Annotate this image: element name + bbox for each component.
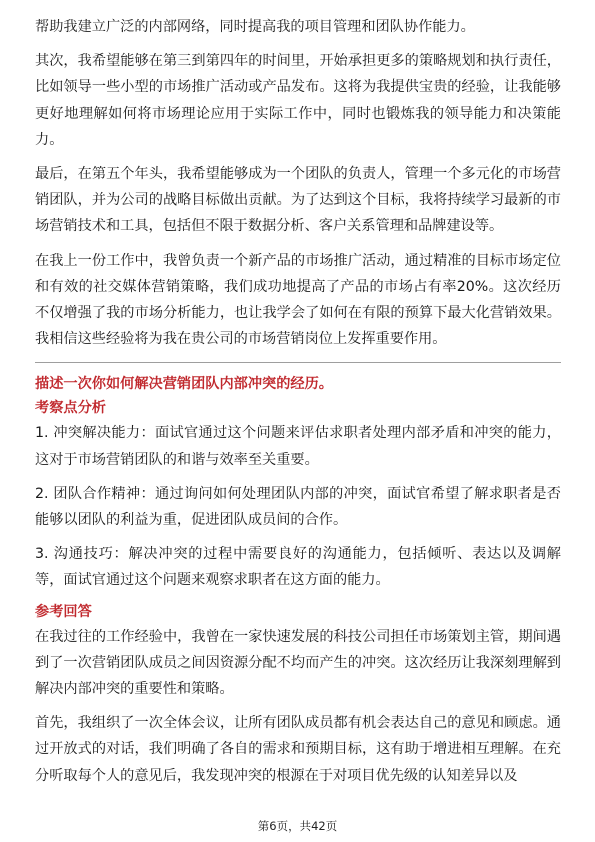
answer-title: 参考回答 — [35, 603, 92, 620]
intro-paragraph: 帮助我建立广泛的内部网络，同时提高我的项目管理和团队协作能力。 — [35, 19, 475, 35]
analysis-title: 考察点分析 — [35, 400, 106, 417]
intro-paragraph: 其次，我希望能够在第三到第四年的时间里，开始承担更多的策略规划和执行责任，比如领导一些小型的市场推广活动或产品发布。这将为我提供宝贵的经验，让我能够更好地理解如何将市场理论应用于实际工作中，同时也锻炼我的领导能力和决策能力。 — [35, 53, 561, 148]
page-number: 第6页，共42页 — [257, 819, 338, 833]
analysis-item: 2. 团队合作精神：通过询问如何处理团队内部的冲突，面试官希望了解求职者是否能够以团队的利益为重，促进团队成员间的合作。 — [35, 485, 561, 529]
answer-paragraph: 首先，我组织了一次全体会议，让所有团队成员都有机会表达自己的意见和顾虑。通过开放式的对话，我们明确了各自的需求和预期目标，这有助于增进相互理解。在充分听取每个人的意见后，我发现冲突的根源在于对项目优先级的认知差异以及 — [35, 715, 561, 784]
page-content — [35, 14, 561, 789]
intro-paragraph: 在我上一份工作中，我曾负责一个新产品的市场推广活动，通过精准的目标市场定位和有效的社交媒体营销策略，我们成功地提高了产品的市场占有率20%。这次经历不仅增强了我的市场分析能力，也让我学会了如何在有限的预算下最大化营销效果。我相信这些经验将为我在贵公司的市场营销岗位上发挥重要作用。 — [35, 252, 561, 348]
interview-question: 描述一次你如何解决营销团队内部冲突的经历。 — [35, 376, 333, 393]
analysis-item: 3. 沟通技巧：解决冲突的过程中需要良好的沟通能力，包括倾听、表达以及调解等，面试官通过这个问题来观察求职者在这方面的能力。 — [35, 546, 561, 589]
intro-paragraph: 最后，在第五个年头，我希望能够成为一个团队的负责人，管理一个多元化的市场营销团队，并为公司的战略目标做出贡献。为了达到这个目标，我将持续学习最新的市场营销技术和工具，包括但不限于数据分析、客户关系管理和品牌建设等。 — [35, 166, 561, 235]
analysis-item: 1. 冲突解决能力：面试官通过这个问题来评估求职者处理内部矛盾和冲突的能力，这对于市场营销团队的和谐与效率至关重要。 — [35, 425, 561, 468]
answer-paragraph: 在我过往的工作经验中，我曾在一家快速发展的科技公司担任市场策划主管，期间遇到了一次营销团队成员之间因资源分配不均而产生的冲突。这次经历让我深刻理解到解决内部冲突的重要性和策略。 — [35, 628, 561, 698]
section-divider — [35, 362, 561, 363]
